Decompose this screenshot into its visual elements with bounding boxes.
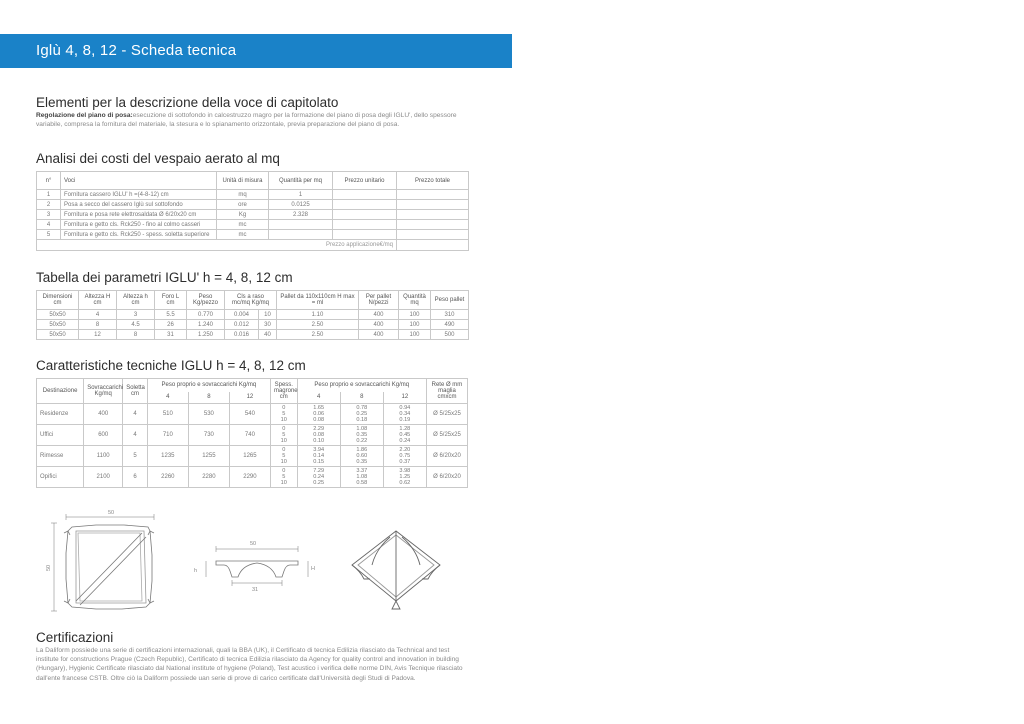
table-cell: 50x50 xyxy=(37,320,79,330)
table-cell: 10 xyxy=(259,310,277,320)
header-cell: Quantità mq xyxy=(399,291,431,310)
table-cell xyxy=(269,220,333,230)
table-cell: 50x50 xyxy=(37,310,79,320)
table-cell: 1235 xyxy=(147,446,188,467)
header-banner xyxy=(0,34,512,68)
table-cell xyxy=(333,210,397,220)
table-cell: 0 5 10 xyxy=(270,446,297,467)
table-cell: 1.250 xyxy=(187,330,225,340)
table-cell: mc xyxy=(217,230,269,240)
table-cell: 310 xyxy=(431,310,469,320)
elevation-width-label: 50 xyxy=(250,541,257,547)
table-cell: 0.012 xyxy=(225,320,259,330)
table-cell: 2.328 xyxy=(269,210,333,220)
table-cell: Ø 5/25x25 xyxy=(426,425,467,446)
table-cell: 0.78 0.25 0.18 xyxy=(340,404,383,425)
table-row xyxy=(37,404,468,425)
table-cell: 740 xyxy=(229,425,270,446)
table-cell: 0.770 xyxy=(187,310,225,320)
section-title-caratteristiche: Caratteristiche tecniche IGLU h = 4, 8, 12 cm xyxy=(36,358,306,373)
header-cell: Peso Kg/pezzo xyxy=(187,291,225,310)
table-cell: 2.50 xyxy=(277,330,359,340)
table-cell: 100 xyxy=(399,320,431,330)
table-cell: 100 xyxy=(399,330,431,340)
table-cell: 50x50 xyxy=(37,330,79,340)
table-cell: 490 xyxy=(431,320,469,330)
table-cell: Uffici xyxy=(37,425,84,446)
table-cell xyxy=(397,240,469,251)
table-cell: 1.86 0.60 0.35 xyxy=(340,446,383,467)
table-cell xyxy=(333,190,397,200)
table-cell: Kg xyxy=(217,210,269,220)
header-cell: n° xyxy=(37,172,61,190)
table-cell: 510 xyxy=(147,404,188,425)
table-cell xyxy=(397,190,469,200)
header-cell: Peso proprio e sovraccarichi Kg/mq xyxy=(297,379,426,392)
header-cell: Prezzo totale xyxy=(397,172,469,190)
table-cell: Opifici xyxy=(37,467,84,488)
perspective-view-drawing xyxy=(352,531,440,609)
table-cell: Ø 5/25x25 xyxy=(426,404,467,425)
header-cell: 12 xyxy=(383,392,426,404)
table-cell: Fornitura e posa rete elettrosaldata Ø 6/20x20 cm xyxy=(61,210,217,220)
table-cell: 2100 xyxy=(84,467,123,488)
header-cell: Prezzo unitario xyxy=(333,172,397,190)
header-cell: Per pallet N/pezzi xyxy=(359,291,399,310)
table-cell: 2260 xyxy=(147,467,188,488)
table-row xyxy=(37,200,469,210)
header-cell: Foro L cm xyxy=(155,291,187,310)
table-cell: 2280 xyxy=(188,467,229,488)
table-cell: 0 5 10 xyxy=(270,467,297,488)
table-cell xyxy=(333,220,397,230)
table-cell: 3 xyxy=(117,310,155,320)
table-cell: 0.004 xyxy=(225,310,259,320)
elevation-foot-label: 31 xyxy=(252,587,259,593)
table-cell: 1.28 0.45 0.24 xyxy=(383,425,426,446)
table-cell: 1.08 0.35 0.22 xyxy=(340,425,383,446)
header-cell: 4 xyxy=(147,392,188,404)
section-title-analisi: Analisi dei costi del vespaio aerato al mq xyxy=(36,151,280,166)
table-footer-label: Prezzo applicazione€/mq xyxy=(37,240,397,251)
header-cell: 4 xyxy=(297,392,340,404)
table-cell: 4 xyxy=(123,425,148,446)
elementi-bold-label: Regolazione del piano di posa: xyxy=(36,112,133,119)
table-cell: 6 xyxy=(123,467,148,488)
table-row xyxy=(37,230,469,240)
table-header-row xyxy=(37,172,469,190)
header-cell: Unità di misura xyxy=(217,172,269,190)
table-cell: 540 xyxy=(229,404,270,425)
table-cell: 2 xyxy=(37,200,61,210)
table-cell: 1 xyxy=(37,190,61,200)
section-title-certificazioni: Certificazioni xyxy=(36,630,114,645)
table-cell: 8 xyxy=(117,330,155,340)
table-cell: 3.94 0.14 0.15 xyxy=(297,446,340,467)
table-cell: 3.37 1.08 0.58 xyxy=(340,467,383,488)
table-cell: 1 xyxy=(269,190,333,200)
table-cell: 5 xyxy=(37,230,61,240)
header-cell: Soletta cm xyxy=(123,379,148,404)
parametri-table xyxy=(36,290,469,340)
table-cell xyxy=(397,200,469,210)
header-cell: 8 xyxy=(188,392,229,404)
table-row xyxy=(37,310,469,320)
table-cell: 400 xyxy=(359,320,399,330)
header-cell: Pallet da 110x110cm H max = ml xyxy=(277,291,359,310)
table-cell: 1.240 xyxy=(187,320,225,330)
table-header-row xyxy=(37,291,469,310)
table-cell: 3.98 1.25 0.62 xyxy=(383,467,426,488)
table-cell: 8 xyxy=(79,320,117,330)
table-cell: 2.29 0.08 0.10 xyxy=(297,425,340,446)
header-cell: Dimensioni cm xyxy=(37,291,79,310)
header-cell: Quantità per mq xyxy=(269,172,333,190)
certificazioni-paragraph: La Daliform possiede una serie di certificazioni internazionali, quali la BBA (UK), il Certificato di tecnica Edilizia rilasciato da Technical and test institute for constructions Prague (Czech Republic), Certificato di tecnica Edilizia rilasciato da Agency for quality control and innovation in building (Hungary), Hygienic Certificate rilasciato dal National institute of hygiene (Poland), Test acustico i verifica delle norme DIN, Avis Tecnique rilasciato dall'ente francese CSTB. Oltre ciò la Daliform possiede uan serie di prove di carico certificate dall'Università degli Studi di Padova. xyxy=(36,647,463,682)
table-cell: 4 xyxy=(79,310,117,320)
table-cell: 730 xyxy=(188,425,229,446)
table-cell: mc xyxy=(217,220,269,230)
table-cell xyxy=(397,230,469,240)
table-cell: 1100 xyxy=(84,446,123,467)
table-cell xyxy=(333,230,397,240)
table-cell: 1.65 0.06 0.08 xyxy=(297,404,340,425)
header-cell: Voci xyxy=(61,172,217,190)
table-cell xyxy=(397,220,469,230)
table-cell: 4 xyxy=(123,404,148,425)
caratteristiche-table xyxy=(36,378,468,488)
table-cell: 400 xyxy=(359,330,399,340)
table-cell: Rimesse xyxy=(37,446,84,467)
table-cell: mq xyxy=(217,190,269,200)
analisi-table xyxy=(36,171,469,251)
table-row xyxy=(37,210,469,220)
table-cell: 500 xyxy=(431,330,469,340)
table-cell: 5.5 xyxy=(155,310,187,320)
plan-view-drawing xyxy=(51,514,154,611)
table-cell: 1255 xyxy=(188,446,229,467)
table-cell xyxy=(269,230,333,240)
table-cell: 1265 xyxy=(229,446,270,467)
section-title-parametri: Tabella dei parametri IGLU' h = 4, 8, 12 cm xyxy=(36,270,293,285)
elevation-H-label: H xyxy=(311,566,315,572)
table-cell: 530 xyxy=(188,404,229,425)
table-cell: 400 xyxy=(84,404,123,425)
table-cell: 12 xyxy=(79,330,117,340)
elementi-paragraph xyxy=(36,111,468,129)
table-cell: 31 xyxy=(155,330,187,340)
header-cell: Peso proprio e sovraccarichi Kg/mq xyxy=(147,379,270,392)
table-cell: Fornitura e getto cls. Rck250 - fino al colmo casseri xyxy=(61,220,217,230)
table-cell: 0 5 10 xyxy=(270,404,297,425)
table-cell: 4.5 xyxy=(117,320,155,330)
table-cell: Ø 6/20x20 xyxy=(426,467,467,488)
elevation-view-drawing xyxy=(206,546,308,586)
table-cell: ore xyxy=(217,200,269,210)
table-cell: Fornitura cassero IGLU' h =(4-8-12) cm xyxy=(61,190,217,200)
header-cell: Sovraccarichi Kg/mq xyxy=(84,379,123,404)
elevation-h-label: h xyxy=(194,568,198,574)
table-cell xyxy=(397,210,469,220)
table-cell: 710 xyxy=(147,425,188,446)
table-cell: 0.94 0.34 0.19 xyxy=(383,404,426,425)
header-cell: Rete Ø mm maglia cmxcm xyxy=(426,379,467,404)
table-cell: 30 xyxy=(259,320,277,330)
header-cell: Destinazione xyxy=(37,379,84,404)
table-cell: 3 xyxy=(37,210,61,220)
table-cell: 4 xyxy=(37,220,61,230)
page-title: Iglù 4, 8, 12 - Scheda tecnica xyxy=(36,42,237,59)
table-row xyxy=(37,467,468,488)
plan-height-label: 50 xyxy=(46,564,52,571)
technical-drawings xyxy=(36,505,476,617)
header-cell: Altezza H cm xyxy=(79,291,117,310)
section-title-elementi: Elementi per la descrizione della voce di capitolato xyxy=(36,95,339,110)
table-cell: 40 xyxy=(259,330,277,340)
elementi-text: esecuzione di sottofondo in calcestruzzo magro per la formazione del piano di posa degli IGLU', dello spessore variabile, compresa la fornitura del materiale, la stesura e lo spianamento orizzontale, previa preparazione del piano di posa. xyxy=(36,112,457,128)
table-header-row xyxy=(37,379,468,392)
table-cell: 100 xyxy=(399,310,431,320)
header-cell: Peso pallet xyxy=(431,291,469,310)
table-cell: 0.016 xyxy=(225,330,259,340)
table-cell: 26 xyxy=(155,320,187,330)
plan-width-label: 50 xyxy=(108,510,115,516)
table-cell: Residenze xyxy=(37,404,84,425)
table-footer-row xyxy=(37,240,469,251)
header-cell: Cls a raso mc/mq Kg/mq xyxy=(225,291,277,310)
table-row xyxy=(37,330,469,340)
table-cell: 0.0125 xyxy=(269,200,333,210)
table-cell: Ø 6/20x20 xyxy=(426,446,467,467)
table-cell: 2290 xyxy=(229,467,270,488)
table-cell: 7.29 0.24 0.25 xyxy=(297,467,340,488)
table-cell: Fornitura e getto cls. Rck250 - spess. soletta superiore xyxy=(61,230,217,240)
table-row xyxy=(37,190,469,200)
table-row xyxy=(37,446,468,467)
table-row xyxy=(37,220,469,230)
header-cell: Spess. magrone cm xyxy=(270,379,297,404)
header-cell: Altezza h cm xyxy=(117,291,155,310)
table-row xyxy=(37,425,468,446)
table-cell xyxy=(333,200,397,210)
header-cell: 8 xyxy=(340,392,383,404)
header-cell: 12 xyxy=(229,392,270,404)
table-cell: 2.50 xyxy=(277,320,359,330)
table-row xyxy=(37,320,469,330)
table-cell: Posa a secco del cassero Iglù sul sottofondo xyxy=(61,200,217,210)
table-cell: 600 xyxy=(84,425,123,446)
table-cell: 5 xyxy=(123,446,148,467)
table-cell: 400 xyxy=(359,310,399,320)
table-cell: 1.10 xyxy=(277,310,359,320)
table-cell: 2.20 0.75 0.37 xyxy=(383,446,426,467)
table-cell: 0 5 10 xyxy=(270,425,297,446)
